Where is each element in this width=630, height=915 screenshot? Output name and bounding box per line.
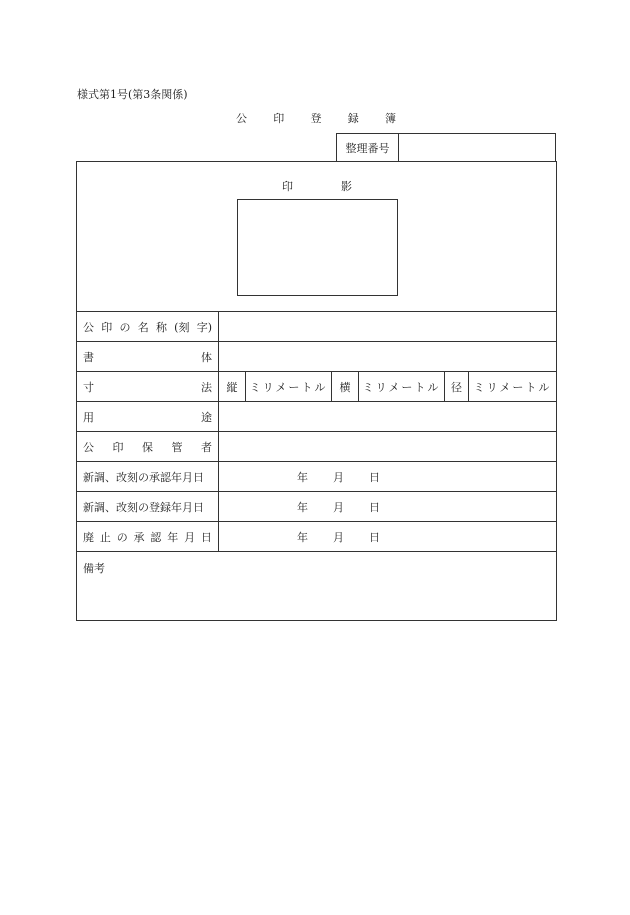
dimensions-row xyxy=(77,371,556,401)
heading-char: 影 xyxy=(341,180,352,193)
label-char: 体 xyxy=(201,350,212,364)
label-char: 公 xyxy=(83,440,94,454)
diameter-label: 径 xyxy=(445,372,469,401)
seal-name-field[interactable] xyxy=(219,312,556,341)
registration-table xyxy=(76,161,557,621)
typeface-field[interactable] xyxy=(219,342,556,371)
typeface-row xyxy=(77,341,556,371)
length-unit-field[interactable]: ミリメートル xyxy=(246,372,332,401)
label-char: 管 xyxy=(171,440,183,454)
title-char: 印 xyxy=(273,112,285,125)
day-label: 日 xyxy=(369,530,380,544)
abolition-date-field[interactable] xyxy=(219,522,556,551)
label-char: 者 xyxy=(201,440,212,454)
day-label: 日 xyxy=(369,500,380,514)
approval-date-field[interactable] xyxy=(219,462,556,491)
reference-number-box xyxy=(336,133,556,162)
month-label: 月 xyxy=(333,500,344,514)
purpose-field[interactable] xyxy=(219,402,556,431)
remarks-label: 備考 xyxy=(83,562,105,575)
label-char: 称 xyxy=(155,320,167,334)
label-char: 認 xyxy=(150,530,162,544)
label-char: 日 xyxy=(200,530,212,544)
registration-date-label: 新調、改刻の登録年月日 xyxy=(77,492,219,521)
label-char: の xyxy=(119,320,131,334)
label-char: 印 xyxy=(112,440,124,454)
title-char: 簿 xyxy=(385,112,396,125)
seal-name-label xyxy=(77,312,219,341)
label-char: 字) xyxy=(196,320,212,334)
label-char: 寸 xyxy=(83,380,94,394)
day-label: 日 xyxy=(369,470,380,484)
registration-date-field[interactable] xyxy=(219,492,556,521)
purpose-label xyxy=(77,402,219,431)
reference-number-label: 整理番号 xyxy=(337,134,399,161)
label-char: 印 xyxy=(101,320,113,334)
year-label: 年 xyxy=(297,470,308,484)
diameter-unit-field[interactable]: ミリメートル xyxy=(473,380,552,394)
custodian-row xyxy=(77,431,556,461)
heading-char: 印 xyxy=(282,180,293,193)
remarks-field[interactable] xyxy=(77,576,556,620)
label-char: 承 xyxy=(133,530,145,544)
seal-impression-heading xyxy=(282,178,352,194)
approval-date-label: 新調、改刻の承認年月日 xyxy=(77,462,219,491)
typeface-label xyxy=(77,342,219,371)
month-label: 月 xyxy=(333,470,344,484)
width-label: 横 xyxy=(332,372,359,401)
reference-number-field[interactable] xyxy=(398,134,555,161)
seal-impression-box[interactable] xyxy=(237,199,398,296)
label-char: 途 xyxy=(201,410,212,424)
dimensions-label xyxy=(77,372,219,401)
title-char: 登 xyxy=(310,112,322,125)
label-char: 公 xyxy=(83,320,94,334)
custodian-field[interactable] xyxy=(219,432,556,461)
seal-name-row xyxy=(77,311,556,341)
label-char: 用 xyxy=(83,410,94,424)
label-char: 月 xyxy=(184,530,196,544)
registration-date-row xyxy=(77,491,556,521)
length-label: 縦 xyxy=(219,372,246,401)
abolition-date-label xyxy=(77,522,219,551)
label-char: (刻 xyxy=(174,320,190,334)
label-char: 止 xyxy=(99,530,111,544)
form-title xyxy=(236,110,396,126)
form-number-label: 様式第1号(第3条関係) xyxy=(77,88,188,101)
label-char: の xyxy=(116,530,128,544)
purpose-row xyxy=(77,401,556,431)
label-char: 書 xyxy=(83,350,94,364)
year-label: 年 xyxy=(297,530,308,544)
year-label: 年 xyxy=(297,500,308,514)
label-char: 保 xyxy=(142,440,153,454)
month-label: 月 xyxy=(333,530,344,544)
custodian-label xyxy=(77,432,219,461)
title-char: 録 xyxy=(347,112,359,125)
title-char: 公 xyxy=(236,112,247,125)
label-char: 法 xyxy=(201,380,212,394)
label-char: 廃 xyxy=(83,530,94,544)
label-char: 年 xyxy=(167,530,179,544)
width-unit-field[interactable]: ミリメートル xyxy=(359,372,445,401)
approval-date-row xyxy=(77,461,556,491)
label-char: 名 xyxy=(137,320,149,334)
abolition-date-row xyxy=(77,521,556,551)
remarks-row xyxy=(77,551,556,620)
